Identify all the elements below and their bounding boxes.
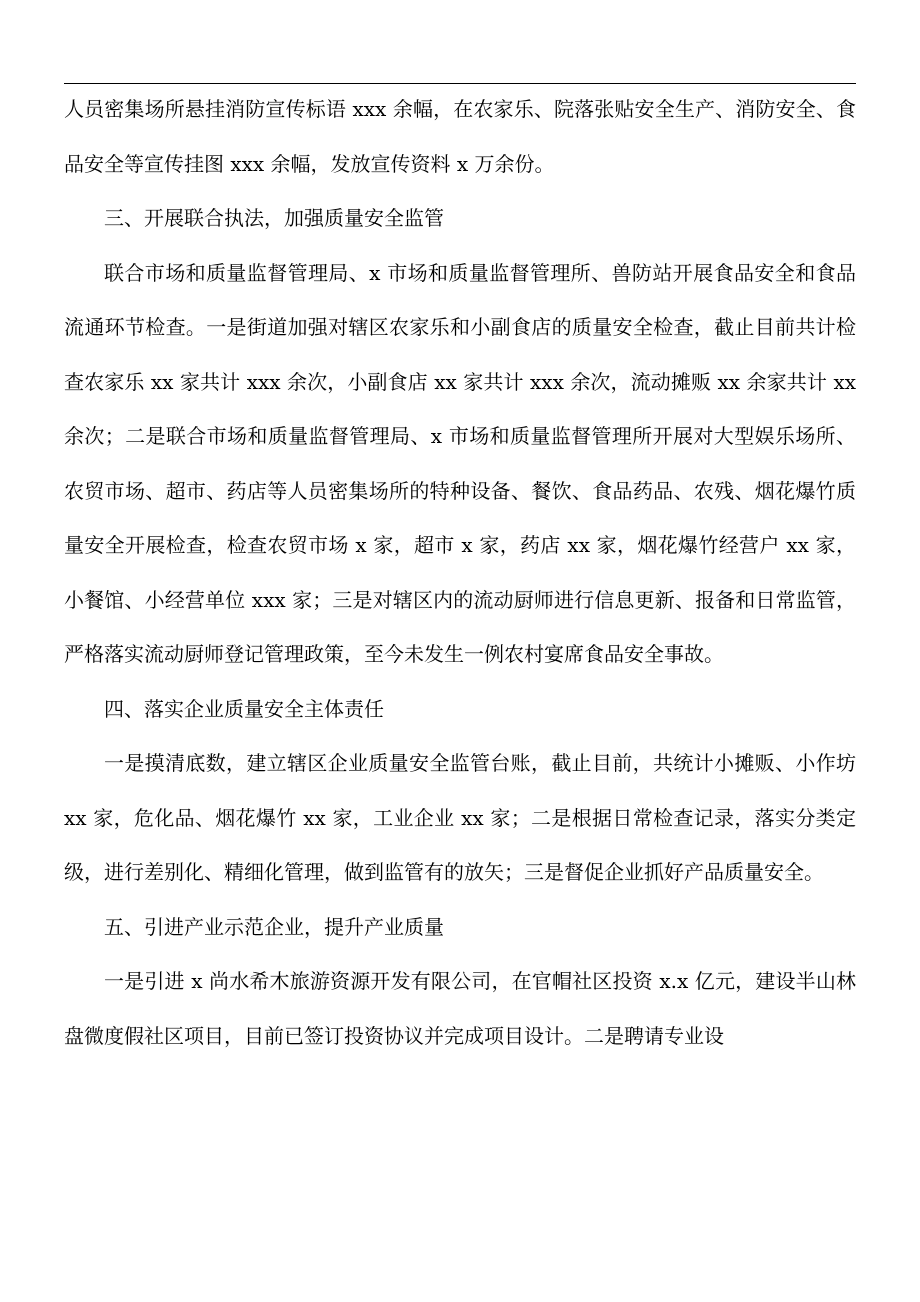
paragraph-industry-demonstration: 一是引进 x 尚水希木旅游资源开发有限公司，在官帽社区投资 x.x 亿元，建设半山林盘微度假社区项目，目前已签订投资协议并完成项目设计。二是聘请专业设 bbox=[64, 969, 856, 1048]
section-heading-4: 四、落实企业质量安全主体责任 bbox=[104, 696, 384, 721]
document-body bbox=[64, 82, 856, 1063]
section-heading-5: 五、引进产业示范企业，提升产业质量 bbox=[104, 914, 444, 939]
paragraph-joint-enforcement: 联合市场和质量监督管理局、x 市场和质量监督管理所、兽防站开展食品安全和食品流通环节检查。一是街道加强对辖区农家乐和小副食店的质量安全检查，截止目前共计检查农家乐 xx 家共计 xxx 余次，小副食店 xx 家共计 xxx 余次，流动摊贩 xx 余家共计 xx 余次；二是联合市场和质量监督管理局、x 市场和质量监督管理所开展对大型娱乐场所、农贸市场、超市、药店等人员密集场所的特种设备、餐饮、食品药品、农残、烟花爆竹质量安全开展检查，检查农贸市场 x 家，超市 x 家，药店 xx 家，烟花爆竹经营户 xx 家，小餐馆、小经营单位 xxx 家；三是对辖区内的流动厨师进行信息更新、报备和日常监管，严格落实流动厨师登记管理政策，至今未发生一例农村宴席食品安全事故。 bbox=[64, 260, 856, 666]
section-heading-3: 三、开展联合执法，加强质量安全监管 bbox=[104, 206, 444, 230]
paragraph-enterprise-responsibility: 一是摸清底数，建立辖区企业质量安全监管台账，截止目前，共统计小摊贩、小作坊 xx 家，危化品、烟花爆竹 xx 家，工业企业 xx 家；二是根据日常检查记录，落实分类定级，进行差别化、精细化管理，做到监管有的放矢；三是督促企业抓好产品质量安全。 bbox=[64, 751, 856, 884]
paragraph-continuation: 人员密集场所悬挂消防宣传标语 xxx 余幅，在农家乐、院落张贴安全生产、消防安全、食品安全等宣传挂图 xxx 余幅，发放宣传资料 x 万余份。 bbox=[64, 97, 856, 176]
